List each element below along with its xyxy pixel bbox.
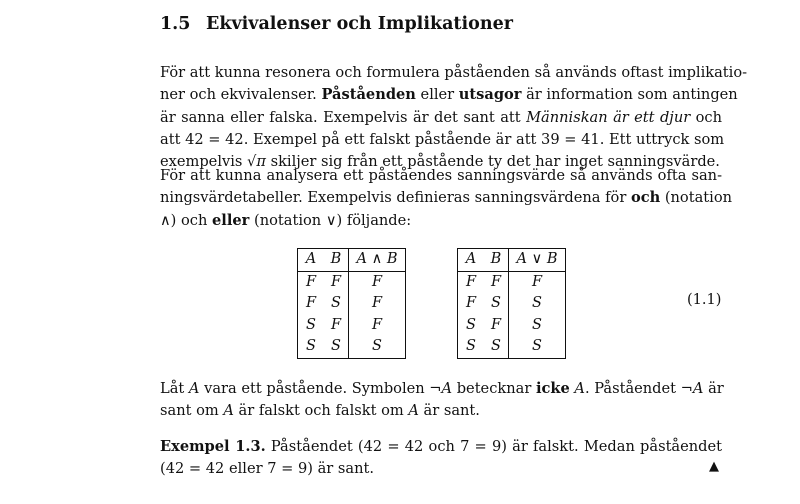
table-row [458, 271, 566, 293]
text: och [690, 108, 723, 126]
text: (notation ∨) följande: [249, 211, 412, 229]
text: Låt [160, 380, 189, 397]
table-row [298, 336, 406, 358]
text: vara ett påstående. Symbolen ¬ [199, 380, 442, 397]
column-header: B [324, 249, 349, 272]
text: (notation [660, 189, 733, 207]
math-variable: A [692, 380, 704, 397]
end-of-example-triangle-icon: ▲ [709, 459, 719, 474]
text: eller [415, 86, 459, 104]
bold-term: eller [212, 211, 250, 229]
table-cell: S [509, 336, 566, 358]
table-cell: S [466, 316, 476, 333]
table-row [298, 293, 406, 315]
column-header: A ∧ B [349, 249, 406, 272]
math-variable: A [188, 380, 200, 397]
text: är information som antingen [521, 86, 738, 104]
text: . Påståendet ¬ [584, 380, 693, 397]
table-cell: F [349, 271, 406, 293]
paragraph-line [160, 187, 733, 209]
column-header: A ∨ B [509, 249, 566, 272]
paragraph-line: att 42 = 42. Exempel på ett falskt påstående är att 39 = 41. Ett uttryck som [160, 130, 725, 148]
example-label: Exempel 1.3. [160, 438, 266, 455]
table-cell: F [490, 273, 502, 290]
table-row [298, 315, 406, 337]
paragraph-line [160, 210, 722, 232]
bold-term: och [630, 189, 661, 207]
table-row [298, 271, 406, 293]
table-cell: S [331, 295, 341, 312]
bold-term: icke [535, 380, 570, 397]
table-cell: F [349, 293, 406, 315]
table-cell: F [330, 316, 342, 333]
table-header-row [458, 249, 566, 272]
text: betecknar [452, 380, 536, 397]
text: är [703, 380, 724, 397]
table-cell: F [465, 273, 477, 290]
table-cell: S [509, 293, 566, 315]
table-cell: S [466, 338, 476, 355]
text: ningsvärdetabeller. Exempelvis definieras sanningsvärdena för [160, 189, 631, 207]
text: ner och ekvivalenser. [160, 86, 322, 104]
paragraph-line [160, 400, 722, 422]
math-variable: A [408, 402, 419, 420]
table-cell: F [305, 295, 317, 312]
text: Påståendet (42 = 42 och 7 = 9) är falskt. Medan påståendet [265, 438, 723, 455]
column-header: A [298, 249, 325, 272]
column-header: B [484, 249, 509, 272]
text: skiljer sig från ett påstående ty det har inget sanningsvärde. [265, 153, 720, 171]
table-cell: S [331, 338, 341, 355]
text: sant om [160, 402, 224, 420]
section-number: 1.5 [160, 14, 191, 34]
paragraph-negation [160, 378, 722, 423]
table-row [458, 293, 566, 315]
sqrt-pi-expression: √π [247, 153, 266, 171]
table-cell: F [330, 273, 342, 290]
bold-term: utsagor [458, 86, 522, 104]
text: är falskt och falskt om [233, 402, 409, 420]
section-title: Ekvivalenser och Implikationer [206, 14, 513, 34]
paragraph-intro [160, 62, 748, 173]
table-cell: F [349, 315, 406, 337]
paragraph-line [160, 378, 722, 400]
text: är sanna eller falska. Exempelvis är det sant att [160, 108, 527, 126]
math-variable: A [441, 380, 453, 397]
table-row [458, 336, 566, 358]
table-cell: S [491, 338, 501, 355]
table-cell: S [306, 316, 316, 333]
text: är sant. [418, 402, 480, 420]
example-block [160, 436, 722, 481]
paragraph-line: (42 = 42 eller 7 = 9) är sant. [160, 460, 375, 478]
truth-table-or [457, 248, 566, 359]
paragraph-line [160, 107, 722, 129]
bold-term: Påståenden [321, 86, 416, 104]
table-cell: F [509, 271, 566, 293]
text: ∧) och [160, 211, 213, 229]
text: exempelvis [160, 153, 248, 171]
paragraph-line: För att kunna resonera och formulera påståenden så används oftast implikatio- [160, 64, 748, 81]
paragraph-line [160, 436, 722, 458]
table-row [458, 315, 566, 337]
column-header: A [458, 249, 485, 272]
italic-phrase: Människan är ett djur [526, 108, 691, 126]
table-cell: S [306, 338, 316, 355]
table-cell: F [490, 316, 502, 333]
table-cell: F [465, 295, 477, 312]
table-cell: F [305, 273, 317, 290]
equation-number: (1.1) [687, 292, 722, 308]
table-cell: S [509, 315, 566, 337]
truth-table-and [297, 248, 406, 359]
paragraph-truth-tables [160, 165, 733, 232]
section-heading [160, 14, 513, 34]
math-variable: A [574, 380, 585, 397]
table-cell: S [349, 336, 406, 358]
paragraph-line: För att kunna analysera ett påståendes sanningsvärde så används ofta san- [160, 167, 722, 184]
paragraph-line [160, 84, 738, 106]
table-cell: S [491, 295, 501, 312]
math-variable: A [223, 402, 234, 420]
table-header-row [298, 249, 406, 272]
